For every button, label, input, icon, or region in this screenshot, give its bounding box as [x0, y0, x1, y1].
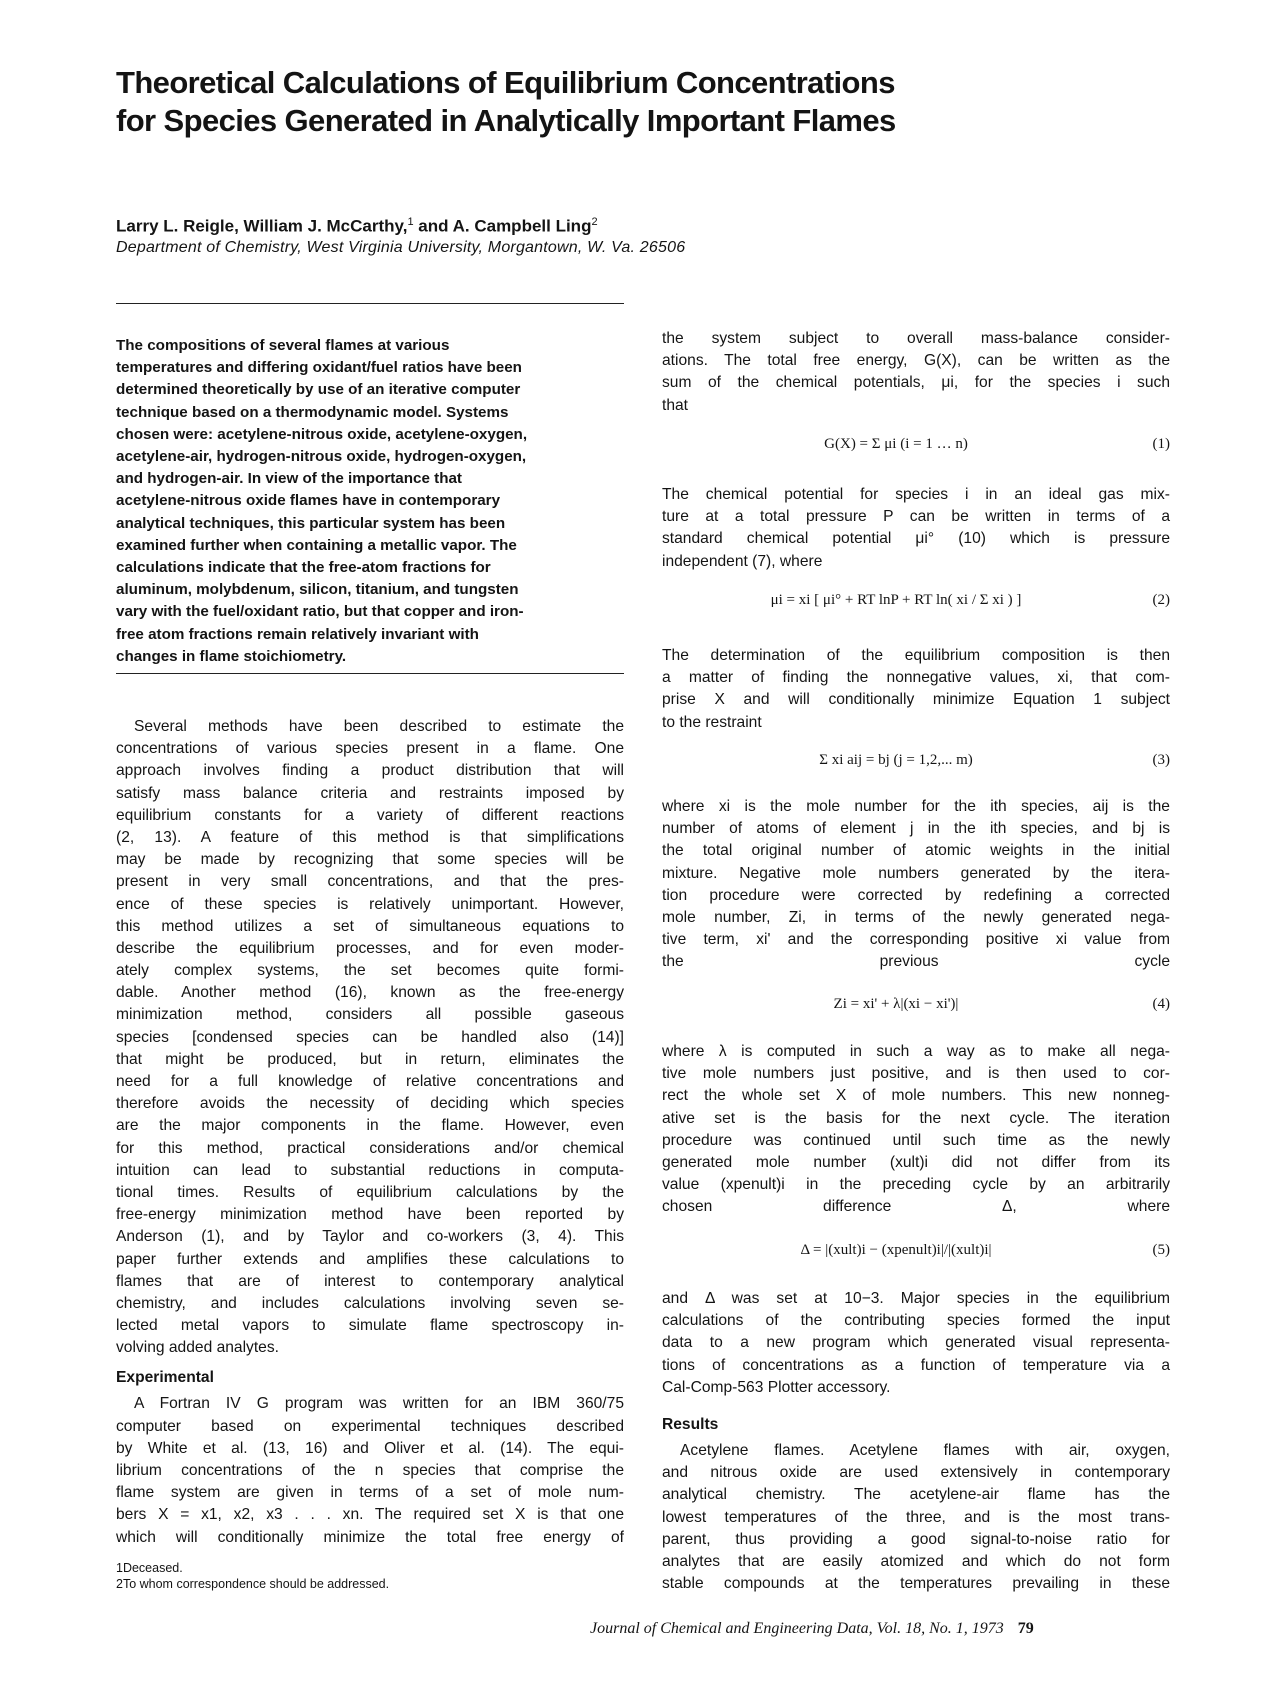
- text-line: minimization method, considers all possible gaseous: [116, 1006, 624, 1024]
- abstract: [116, 335, 624, 668]
- text-line: ence of these species is relatively unimportant. However,: [116, 895, 624, 913]
- text-line: tions of concentrations as a function of temperature via a: [662, 1356, 1170, 1374]
- text-line: intuition can lead to substantial reductions in computa-: [116, 1161, 624, 1179]
- text-line: equilibrium constants for a variety of different reactions: [116, 806, 624, 824]
- abstract-line: chosen were: acetylene-nitrous oxide, acetylene-oxygen,: [116, 425, 528, 443]
- author-names: and A. Campbell Ling: [413, 216, 592, 236]
- text-line: analytes that are easily atomized and which do not form: [662, 1552, 1170, 1570]
- equation-number: (3): [1152, 752, 1170, 768]
- text-line: where λ is computed in such a way as to make all nega-: [662, 1043, 1170, 1060]
- text-line: independent (7), where: [662, 552, 823, 570]
- intro-paragraph: [116, 716, 624, 1359]
- right-column-p5: [662, 1041, 1170, 1219]
- text-line: where xi is the mole number for the ith species, aij is the: [662, 798, 1170, 815]
- text-line: therefore avoids the necessity of deciding which species: [116, 1095, 624, 1113]
- equation-1: [662, 430, 1170, 464]
- text-line: rect the whole set X of mole numbers. This new nonneg-: [662, 1087, 1170, 1105]
- text-line: that might be produced, but in return, eliminates the: [116, 1050, 624, 1068]
- right-column-p3: [662, 645, 1170, 734]
- equation-number: (2): [1152, 592, 1170, 608]
- text-line: are the major components in the flame. However, even: [116, 1117, 624, 1135]
- text-line: the system subject to overall mass-balance consider-: [662, 330, 1170, 347]
- abstract-line: The compositions of several flames at various: [116, 337, 450, 354]
- text-line: approach involves finding a product distribution that will: [116, 762, 624, 780]
- equation-body: μi = xi [ μi° + RT lnP + RT ln( xi / Σ xi ) ]: [770, 592, 1022, 608]
- footnote: 1Deceased.: [116, 1561, 183, 1575]
- text-line: standard chemical potential μi° (10) which is pressure: [662, 530, 1170, 548]
- text-line: (2, 13). A feature of this method is that simplifications: [116, 828, 624, 846]
- abstract-line: determined theoretically by use of an iterative computer: [116, 381, 521, 399]
- affiliation: Department of Chemistry, West Virginia University, Morgantown, W. Va. 26506: [116, 239, 686, 256]
- equation-number: (4): [1152, 996, 1170, 1012]
- equation-body: Zi = xi' + λ|(xi − xi')|: [833, 996, 959, 1012]
- abstract-line: acetylene-air, hydrogen-nitrous oxide, hydrogen-oxygen,: [116, 448, 527, 466]
- text-line: need for a full knowledge of relative concentrations and: [116, 1073, 624, 1090]
- text-line: stable compounds at the temperatures prevailing in these: [662, 1575, 1170, 1593]
- abstract-line: free atom fractions remain relatively invariant with: [116, 625, 479, 643]
- text-line: for this method, practical considerations and/or chemical: [116, 1139, 624, 1157]
- abstract-line: examined further when containing a metallic vapor. The: [116, 536, 517, 554]
- text-line: chosen difference Δ, where: [662, 1198, 1170, 1216]
- journal-citation: Journal of Chemical and Engineering Data, Vol. 18, No. 1, 1973: [590, 1620, 1004, 1637]
- text-line: and Δ was set at 10−3. Major species in the equilibrium: [662, 1290, 1170, 1307]
- text-line: ative set is the basis for the next cycle. The iteration: [662, 1109, 1170, 1127]
- text-line: procedure was continued until such time as the newly: [662, 1131, 1170, 1149]
- text-line: and nitrous oxide are used extensively in contemporary: [662, 1464, 1170, 1482]
- page-number: 79: [1017, 1620, 1034, 1637]
- text-line: concentrations of various species present in a flame. One: [116, 740, 624, 758]
- text-line: number of atoms of element j in the ith species, and bj is: [662, 820, 1170, 838]
- text-line: the previous cycle: [662, 953, 1170, 971]
- abstract-line: calculations indicate that the free-atom fractions for: [116, 559, 491, 577]
- title-line: for Species Generated in Analytically Important Flames: [116, 103, 896, 138]
- text-line: The chemical potential for species i in an ideal gas mix-: [662, 486, 1170, 503]
- text-line: flame system are given in terms of a set of mole num-: [116, 1484, 624, 1502]
- text-line: lected metal vapors to simulate flame spectroscopy in-: [116, 1317, 624, 1335]
- text-line: which will conditionally minimize the total free energy of: [116, 1528, 624, 1546]
- abstract-line: changes in flame stoichiometry.: [116, 647, 347, 665]
- text-line: flames that are of interest to contemporary analytical: [116, 1272, 624, 1290]
- text-line: describe the equilibrium processes, and for even moder-: [116, 939, 624, 957]
- author-list: [116, 216, 598, 237]
- right-column-p4: [662, 796, 1170, 974]
- text-line: that: [662, 396, 689, 414]
- text-line: computer based on experimental techniques described: [116, 1417, 624, 1435]
- text-line: ations. The total free energy, G(X), can be written as the: [662, 352, 1170, 370]
- text-line: mixture. Negative mole numbers generated by the itera-: [662, 864, 1170, 882]
- text-line: free-energy minimization method have been reported by: [116, 1206, 624, 1224]
- text-line: the total original number of atomic weights in the initial: [662, 842, 1170, 860]
- experimental-paragraph: [116, 1393, 624, 1548]
- text-line: librium concentrations of the n species that comprise the: [116, 1462, 624, 1479]
- text-line: dable. Another method (16), known as the free-energy: [116, 984, 624, 1002]
- text-line: A Fortran IV G program was written for an IBM 360/75: [134, 1395, 624, 1413]
- text-line: species [condensed species can be handled also (14)]: [116, 1028, 624, 1046]
- text-line: to the restraint: [662, 713, 762, 731]
- equation-2: [662, 586, 1170, 620]
- text-line: ture at a total pressure P can be written in terms of a: [662, 508, 1170, 526]
- text-line: tional times. Results of equilibrium calculations by the: [116, 1183, 624, 1201]
- abstract-top-rule: [116, 303, 624, 304]
- equation-3: [662, 746, 1170, 780]
- equation-number: (5): [1152, 1242, 1170, 1258]
- text-line: by White et al. (13, 16) and Oliver et al. (14). The equi-: [116, 1439, 624, 1457]
- right-column-p2: [662, 484, 1170, 573]
- text-line: analytical chemistry. The acetylene-air flame has the: [662, 1486, 1170, 1504]
- text-line: generated mole number (xult)i did not differ from its: [662, 1153, 1170, 1171]
- footnotes: [116, 1560, 389, 1592]
- text-line: present in very small concentrations, and that the pres-: [116, 873, 624, 891]
- text-line: calculations of the contributing species formed the input: [662, 1312, 1170, 1330]
- section-heading-results: Results: [662, 1416, 719, 1433]
- abstract-line: temperatures and differing oxidant/fuel ratios have been: [116, 359, 522, 377]
- text-line: prise X and will conditionally minimize Equation 1 subject: [662, 691, 1170, 709]
- equation-body: Σ xi aij = bj (j = 1,2,... m): [819, 752, 973, 768]
- right-column-p1: [662, 328, 1170, 417]
- text-line: Acetylene flames. Acetylene flames with air, oxygen,: [680, 1442, 1170, 1459]
- footnote-marker: 2: [591, 216, 598, 228]
- abstract-bottom-rule: [116, 673, 624, 674]
- text-line: may be made by recognizing that some species will be: [116, 851, 624, 869]
- text-line: satisfy mass balance criteria and restraints imposed by: [116, 784, 624, 802]
- results-paragraph: [662, 1440, 1170, 1595]
- text-line: tive mole numbers just positive, and is then used to cor-: [662, 1065, 1170, 1083]
- text-line: ately complex systems, the set becomes quite formi-: [116, 962, 624, 980]
- text-line: tion procedure were corrected by redefining a corrected: [662, 886, 1170, 904]
- equation-body: G(X) = Σ μi (i = 1 … n): [824, 436, 968, 452]
- abstract-line: vary with the fuel/oxidant ratio, but that copper and iron-: [116, 603, 524, 621]
- abstract-line: technique based on a thermodynamic model. Systems: [116, 403, 509, 421]
- abstract-line: and hydrogen-air. In view of the importance that: [116, 470, 462, 488]
- text-line: chemistry, and includes calculations involving seven se-: [116, 1294, 624, 1312]
- equation-body: Δ = |(xult)i − (xpenult)i|/|(xult)i|: [800, 1242, 992, 1258]
- text-line: data to a new program which generated visual representa-: [662, 1334, 1170, 1352]
- right-column-results: [662, 1414, 1170, 1595]
- text-line: Anderson (1), and by Taylor and co-workers (3, 4). This: [116, 1228, 624, 1246]
- text-line: tive term, xi' and the corresponding positive xi value from: [662, 931, 1170, 949]
- text-line: parent, thus providing a good signal-to-noise ratio for: [662, 1530, 1170, 1548]
- footnote: 2To whom correspondence should be addressed.: [116, 1577, 390, 1591]
- title-line: Theoretical Calculations of Equilibrium Concentrations: [116, 65, 895, 100]
- text-line: a matter of finding the nonnegative values, xi, that com-: [662, 669, 1170, 687]
- left-column: [116, 716, 624, 1549]
- text-line: bers X = x1, x2, x3 . . . xn. The required set X is that one: [116, 1506, 624, 1524]
- text-line: Cal-Comp-563 Plotter accessory.: [662, 1378, 891, 1396]
- paper-title: [116, 64, 1116, 140]
- equation-number: (1): [1152, 436, 1170, 452]
- text-line: Several methods have been described to estimate the: [134, 718, 624, 735]
- abstract-line: aluminum, molybdenum, silicon, titanium, and tungsten: [116, 581, 519, 599]
- text-line: lowest temperatures of the three, and is the most trans-: [662, 1508, 1170, 1526]
- footnote-marker: 1: [407, 216, 414, 228]
- right-column-p6: [662, 1288, 1170, 1399]
- text-line: sum of the chemical potentials, μi, for the species i such: [662, 374, 1170, 392]
- page-footer: [590, 1620, 1034, 1638]
- author-names: Larry L. Reigle, William J. McCarthy,: [116, 216, 408, 236]
- equation-5: [662, 1236, 1170, 1270]
- text-line: mole number, Zi, in terms of the newly generated nega-: [662, 908, 1170, 926]
- abstract-line: acetylene-nitrous oxide flames have in contemporary: [116, 492, 501, 510]
- abstract-line: analytical techniques, this particular system has been: [116, 514, 506, 532]
- equation-4: [662, 990, 1170, 1024]
- text-line: The determination of the equilibrium composition is then: [662, 647, 1170, 664]
- text-line: volving added analytes.: [116, 1339, 279, 1357]
- text-line: paper further extends and amplifies these calculations to: [116, 1250, 624, 1268]
- text-line: value (xpenult)i in the preceding cycle by an arbitrarily: [662, 1176, 1170, 1194]
- text-line: this method utilizes a set of simultaneous equations to: [116, 917, 624, 935]
- section-heading-experimental: Experimental: [116, 1369, 214, 1387]
